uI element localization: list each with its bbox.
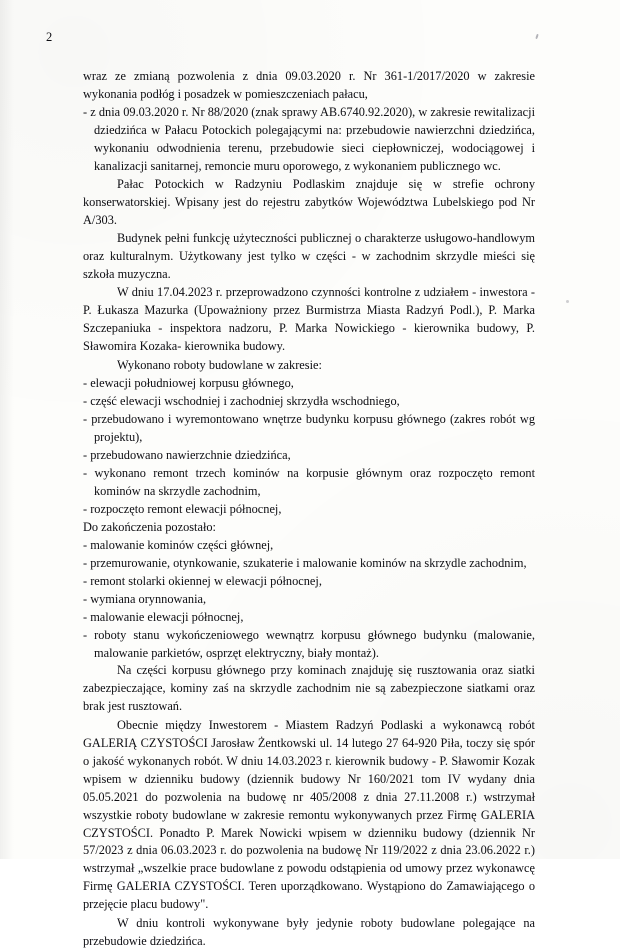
paragraph: Wykonano roboty budowlane w zakresie:: [117, 357, 322, 372]
list-item: - malowanie kominów części głównej,: [83, 537, 274, 552]
list-item: - roboty stanu wykończeniowego wewnątrz korpusu głównego budynku (malowanie, malowanie parkietów, osprzęt elektryczny, biały montaż).: [83, 627, 535, 660]
list-item: - przebudowano nawierzchnie dziedzińca,: [83, 448, 291, 463]
page-number: 2: [46, 30, 53, 44]
paragraph: Obecnie między Inwestorem - Miastem Radzyń Podlaski a wykonawcą robót GALERIĄ CZYSTOŚCI Jarosław Żentkowski ul. 14 lutego 27 64-920 Piła, toczy się spór o jakość wykonanych robót. W dniu 14.03.2023 r. kierownik budowy - P. Sławomir Kozak wpisem w dzienniku budowy (dziennik budowy Nr 160/2021 tom IV wydany dnia 05.05.2021 do pozwolenia na budowę nr 405/2008 z dnia 27.11.2008 r.) wstrzymał wszystkie roboty budowlane w zakresie remontu wykonywanych przez Firmę GALERIA CZYSTOŚCI. Ponadto P. Marek Nowicki wpisem w dzienniku budowy (dziennik Nr 57/2023 z dnia 06.03.2023 r. do pozwolenia na budowę Nr 119/2022 z dnia 23.06.2022 r.) wstrzymał „wszelkie prace budowlane z powodu odstąpienia od umowy przez wykonawcę Firmę GALERIA CZYSTOŚCI. Teren uporządkowano. Wystąpiono do Zamawiającego o przejęcie placu budowy".: [83, 717, 535, 912]
list-item: - wykonano remont trzech kominów na korpusie głównym oraz rozpoczęto remont kominów na skrzydle zachodnim,: [83, 465, 535, 498]
paragraph: Budynek pełni funkcję użyteczności publicznej o charakterze usługowo-handlowym oraz kulturalnym. Użytkowany jest tylko w części - w zachodnim skrzydle mieści się szkoła muzyczna.: [83, 231, 535, 281]
ink-speck: [566, 300, 569, 303]
list-item: - remont stolarki okiennej w elewacji północnej,: [83, 573, 322, 588]
paragraph: Na części korpusu głównego przy kominach znajduję się rusztowania oraz siatki zabezpieczające, kominy zaś na skrzydle zachodnim nie są zabezpieczone siatkami oraz brak jest rusztowań.: [83, 663, 535, 714]
list-item: - część elewacji wschodniej i zachodniej skrzydła wschodniego,: [83, 394, 400, 409]
paragraph: Pałac Potockich w Radzyniu Podlaskim znajduje się w strefie ochrony konserwatorskiej. Wpisany jest do rejestru zabytków Województwa Lubelskiego pod Nr A/303.: [83, 176, 535, 227]
paragraph: W dniu 17.04.2023 r. przeprowadzono czynności kontrolne z udziałem - inwestora - P. Łukasza Mazurka (Upoważniony przez Burmistrza Miasta Radzyń Podl.), P. Marka Szczepaniuka - inspektora nadzoru, P. Marka Nowickiego - kierownika budowy, P. Sławomira Kozaka- kierownika budowy.: [83, 285, 535, 354]
list-item: - przebudowano i wyremontowano wnętrze budynku korpusu głównego (zakres robót wg projektu),: [83, 412, 535, 445]
paragraph: W dniu kontroli wykonywane były jedynie roboty budowlane polegające na przebudowie dziedzińca.: [83, 915, 535, 948]
list-item: - przemurowanie, otynkowanie, szukaterie i malowanie kominów na skrzydle zachodnim,: [83, 555, 527, 570]
list-item: - rozpoczęto remont elewacji północnej,: [83, 501, 282, 516]
list-item: - malowanie elewacji północnej,: [83, 609, 244, 624]
list-item: - elewacji południowej korpusu głównego,: [83, 376, 294, 391]
list-item: - wymiana orynnowania,: [83, 591, 207, 606]
paragraph: Do zakończenia pozostało:: [83, 519, 216, 534]
page-edge-shadow: [0, 0, 14, 859]
document-body: [83, 68, 535, 951]
paragraph: wraz ze zmianą pozwolenia z dnia 09.03.2020 r. Nr 361-1/2017/2020 w zakresie wykonania podłóg i posadzek w pomieszczeniach pałacu,: [83, 69, 535, 101]
paragraph: - z dnia 09.03.2020 r. Nr 88/2020 (znak sprawy AB.6740.92.2020), w zakresie rewitalizacji dziedzińca w Pałacu Potockich polegającymi na: przebudowie nawierzchni dziedzińca, wykonaniu odwodnienia terenu, przebudowie sieci ciepłowniczej, wodociągowej i kanalizacji sanitarnej, remoncie muru oporowego, z wykonaniem publicznego wc.: [83, 104, 535, 173]
ink-speck: [535, 34, 538, 39]
